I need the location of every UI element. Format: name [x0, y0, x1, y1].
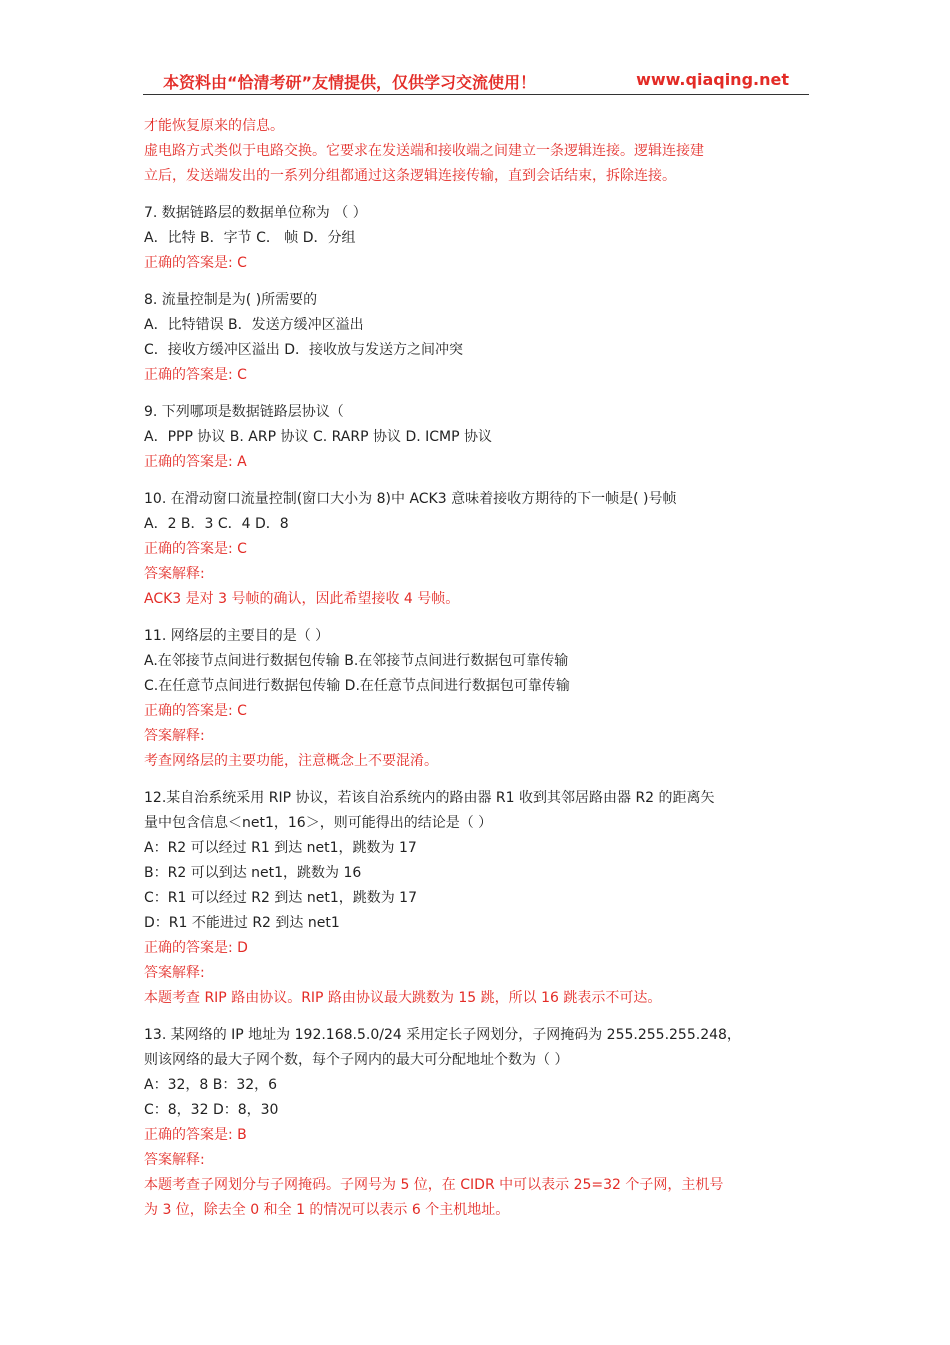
explain-line: 本题考查子网划分与子网掩码。子网号为 5 位，在 CIDR 中可以表示 25=32 个子网，主机号: [144, 1177, 724, 1193]
question-line: 8. 流量控制是为( )所需要的: [144, 292, 318, 308]
question-line: A：32，8 B：32，6: [144, 1077, 278, 1093]
question-line: D：R1 不能进过 R2 到达 net1: [144, 915, 340, 931]
question-line: A．比特错误 B．发送方缓冲区溢出: [144, 317, 364, 333]
question-line: 10. 在滑动窗口流量控制(窗口大小为 8)中 ACK3 意味着接收方期待的下一帧是( )号帧: [144, 491, 677, 507]
question-line: A．PPP 协议 B. ARP 协议 C. RARP 协议 D. ICMP 协议: [144, 429, 492, 445]
question-7: [144, 201, 810, 276]
explain-label: 答案解释:: [144, 728, 205, 744]
question-9: [144, 400, 810, 475]
explain-label: 答案解释:: [144, 566, 205, 582]
answer-line: 正确的答案是: C: [144, 367, 247, 383]
explain-label: 答案解释:: [144, 1152, 205, 1168]
question-line: C：8，32 D：8，30: [144, 1102, 279, 1118]
intro-line: 立后，发送端发出的一系列分组都通过这条逻辑连接传输，直到会话结束，拆除连接。: [144, 168, 676, 184]
answer-line: 正确的答案是: C: [144, 541, 247, 557]
question-line: 则该网络的最大子网个数，每个子网内的最大可分配地址个数为（ ）: [144, 1052, 569, 1068]
answer-line: 正确的答案是: B: [144, 1127, 247, 1143]
question-line: 12.某自治系统采用 RIP 协议，若该自治系统内的路由器 R1 收到其邻居路由器 R2 的距离矢: [144, 790, 715, 806]
question-13: [144, 1023, 810, 1223]
answer-line: 正确的答案是: C: [144, 703, 247, 719]
question-line: B：R2 可以到达 net1，跳数为 16: [144, 865, 362, 881]
explain-line: 为 3 位，除去全 0 和全 1 的情况可以表示 6 个主机地址。: [144, 1202, 510, 1218]
page-header: [143, 70, 809, 95]
question-line: C.在任意节点间进行数据包传输 D.在任意节点间进行数据包可靠传输: [144, 678, 570, 694]
question-11: [144, 624, 810, 774]
question-line: 量中包含信息＜net1，16＞，则可能得出的结论是（ ）: [144, 815, 493, 831]
header-website: www.qiaqing.net: [636, 70, 789, 89]
question-line: A：R2 可以经过 R1 到达 net1，跳数为 17: [144, 840, 417, 856]
header-notice: 本资料由“恰清考研”友情提供，仅供学习交流使用！: [163, 73, 537, 92]
answer-line: 正确的答案是: A: [144, 454, 247, 470]
question-line: C．接收方缓冲区溢出 D．接收放与发送方之间冲突: [144, 342, 464, 358]
explain-label: 答案解释:: [144, 965, 205, 981]
question-line: A．比特 B．字节 C． 帧 D．分组: [144, 230, 356, 246]
question-line: 13. 某网络的 IP 地址为 192.168.5.0/24 采用定长子网划分，子网掩码为 255.255.255.248，: [144, 1027, 741, 1043]
question-12: [144, 786, 810, 1011]
question-line: A.在邻接节点间进行数据包传输 B.在邻接节点间进行数据包可靠传输: [144, 653, 569, 669]
explain-line: ACK3 是对 3 号帧的确认，因此希望接收 4 号帧。: [144, 591, 460, 607]
intro-line: 才能恢复原来的信息。: [144, 118, 284, 134]
explain-line: 考查网络层的主要功能，注意概念上不要混淆。: [144, 753, 438, 769]
document-body: [144, 114, 810, 1223]
explain-line: 本题考查 RIP 路由协议。RIP 路由协议最大跳数为 15 跳，所以 16 跳表示不可达。: [144, 990, 662, 1006]
question-line: A．2 B．3 C．4 D．8: [144, 516, 289, 532]
question-line: C：R1 可以经过 R2 到达 net1，跳数为 17: [144, 890, 417, 906]
question-8: [144, 288, 810, 388]
answer-line: 正确的答案是: C: [144, 255, 247, 271]
intro-line: 虚电路方式类似于电路交换。它要求在发送端和接收端之间建立一条逻辑连接。逻辑连接建: [144, 143, 704, 159]
question-line: 11. 网络层的主要目的是（ ）: [144, 628, 330, 644]
question-line: 7. 数据链路层的数据单位称为 （ ）: [144, 205, 367, 221]
question-10: [144, 487, 810, 612]
question-line: 9. 下列哪项是数据链路层协议（: [144, 404, 344, 420]
answer-line: 正确的答案是: D: [144, 940, 248, 956]
